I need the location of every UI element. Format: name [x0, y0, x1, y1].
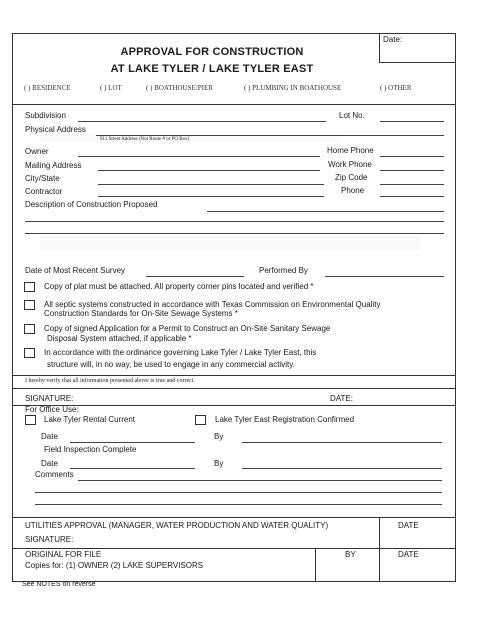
- ordinance-text-line1: In accordance with the ordinance governing Lake Tyler / Lake Tyler East, this: [44, 348, 317, 357]
- date-label: Date:: [383, 35, 403, 44]
- septic-text-line1: All septic systems constructed in accordance with Texas Commission on Environmental Quality: [44, 300, 381, 309]
- work-phone-field[interactable]: [380, 170, 444, 171]
- divider: [315, 548, 316, 582]
- footer-date-label: DATE: [398, 550, 419, 559]
- physical-address-field[interactable]: [96, 135, 444, 136]
- office-date1-field[interactable]: [70, 442, 195, 443]
- office-date2-field[interactable]: [70, 468, 195, 469]
- divider: [12, 375, 456, 376]
- comments-field-line2[interactable]: [35, 492, 442, 493]
- office-by1-field[interactable]: [242, 442, 442, 443]
- divider: [12, 548, 456, 549]
- office-by2-label: By: [214, 459, 224, 468]
- date-label-verify: DATE:: [330, 394, 353, 403]
- utilities-signature-label: SIGNATURE:: [25, 535, 74, 544]
- utilities-approval-label: UTILITIES APPROVAL (MANAGER, WATER PRODUCTION AND WATER QUALITY): [25, 521, 329, 530]
- type-residence[interactable]: ( ) RESIDENCE: [24, 84, 71, 92]
- description-field-line3[interactable]: [25, 233, 444, 234]
- notes-reverse-label: See NOTES on reverse: [22, 581, 96, 588]
- form-title-line1: APPROVAL FOR CONSTRUCTION: [120, 46, 304, 58]
- description-label: Description of Construction Proposed: [25, 200, 158, 209]
- office-use-heading: For Office Use:: [25, 405, 79, 414]
- east-registration-label: Lake Tyler East Registration Confirmed: [215, 415, 355, 424]
- phone-label: Phone: [341, 186, 365, 195]
- address-hint: 911 Street Address (Not Route # or PO Box): [100, 137, 190, 142]
- septic-text-line2: Construction Standards for On-Site Sewage Systems *: [44, 309, 238, 318]
- city-state-label: City/State: [25, 174, 60, 183]
- divider: [12, 388, 456, 389]
- home-phone-field[interactable]: [380, 156, 444, 157]
- comments-field-line1[interactable]: [78, 480, 442, 481]
- zip-code-field[interactable]: [380, 184, 444, 185]
- verify-statement: I hereby verify that all information presented above is true and correct.: [25, 378, 195, 384]
- subdivision-label: Subdivision: [25, 111, 66, 120]
- type-other[interactable]: ( ) OTHER: [380, 84, 412, 92]
- plat-text: Copy of plat must be attached. All property corner pins located and verified *: [44, 282, 314, 291]
- physical-address-label: Physical Address: [25, 125, 86, 134]
- divider: [379, 517, 380, 548]
- zip-code-label: Zip Code: [335, 173, 368, 182]
- owner-field[interactable]: [78, 156, 320, 157]
- phone-field[interactable]: [380, 196, 444, 197]
- scan-artifact: [40, 236, 420, 250]
- ordinance-checkbox[interactable]: [24, 348, 35, 358]
- comments-label: Comments: [35, 470, 74, 479]
- form-title-line2: AT LAKE TYLER / LAKE TYLER EAST: [110, 63, 314, 75]
- subdivision-field[interactable]: [78, 121, 326, 122]
- rental-current-checkbox[interactable]: [25, 415, 36, 425]
- office-date2-label: Date: [41, 459, 58, 468]
- type-lot[interactable]: ( ) LOT: [100, 84, 122, 92]
- lot-no-label: Lot No.: [339, 111, 365, 120]
- performed-by-label: Performed By: [259, 266, 308, 275]
- east-registration-checkbox[interactable]: [195, 415, 206, 425]
- septic-checkbox[interactable]: [24, 300, 35, 310]
- performed-by-field[interactable]: [325, 276, 444, 277]
- rental-current-label: Lake Tyler Rental Current: [44, 415, 136, 424]
- description-field-line2[interactable]: [25, 221, 444, 222]
- sewage-permit-text-line1: Copy of signed Application for a Permit to Construct an On-Site Sanitary Sewage: [44, 324, 331, 333]
- sewage-permit-checkbox[interactable]: [24, 324, 35, 334]
- divider: [12, 104, 456, 105]
- ordinance-text-line2: structure will, in no way, be used to engage in any commercial activity.: [47, 360, 295, 369]
- type-boathouse-pier[interactable]: ( ) BOATHOUSE/PIER: [146, 84, 213, 92]
- survey-date-label: Date of Most Recent Survey: [25, 266, 126, 275]
- footer-by-label: BY: [345, 550, 356, 559]
- contractor-label: Contractor: [25, 187, 63, 196]
- lot-no-field[interactable]: [380, 121, 444, 122]
- type-plumbing-boathouse[interactable]: ( ) PLUMBING IN BOATHOUSE: [244, 84, 342, 92]
- owner-label: Owner: [25, 147, 49, 156]
- signature-label: SIGNATURE:: [25, 394, 74, 403]
- city-state-field[interactable]: [98, 184, 324, 185]
- divider: [12, 517, 456, 518]
- mailing-address-field[interactable]: [98, 170, 320, 171]
- sewage-permit-text-line2: Disposal System attached, if applicable *: [47, 334, 192, 343]
- utilities-date-label: DATE: [398, 521, 419, 530]
- description-field-line1[interactable]: [207, 211, 444, 212]
- mailing-address-label: Mailing Address: [25, 161, 82, 170]
- office-by1-label: By: [214, 432, 224, 441]
- contractor-field[interactable]: [98, 196, 324, 197]
- work-phone-label: Work Phone: [328, 160, 372, 169]
- copies-label: Copies for: (1) OWNER (2) LAKE SUPERVISORS: [25, 561, 204, 570]
- office-date1-label: Date: [41, 432, 58, 441]
- plat-checkbox[interactable]: [24, 282, 35, 292]
- divider: [379, 548, 380, 582]
- home-phone-label: Home Phone: [327, 146, 374, 155]
- field-inspection-label: Field Inspection Complete: [44, 445, 137, 454]
- comments-field-line3[interactable]: [35, 504, 442, 505]
- survey-date-field[interactable]: [146, 276, 244, 277]
- original-for-file-label: ORIGINAL FOR FILE: [25, 550, 102, 559]
- office-by2-field[interactable]: [242, 468, 442, 469]
